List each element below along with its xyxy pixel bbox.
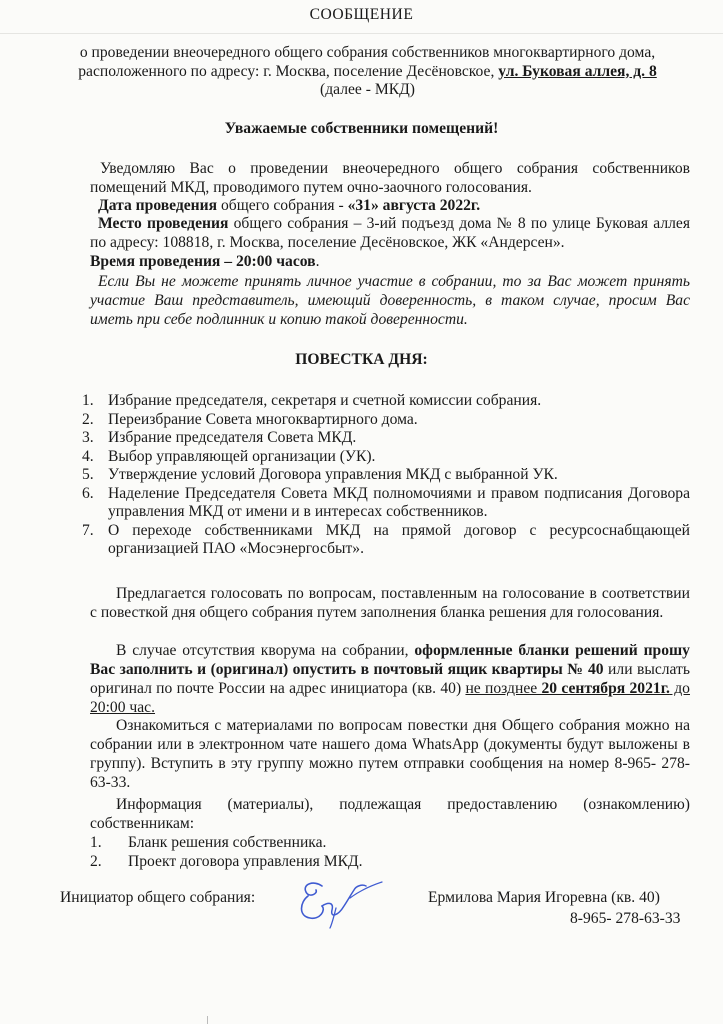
deadline-time: до 20:00 час. — [90, 680, 690, 716]
attachment-item — [90, 853, 690, 872]
agenda-item — [82, 429, 690, 448]
scan-artifact-line — [0, 33, 723, 34]
attachment-number: 1. — [90, 834, 102, 851]
agenda-item — [82, 392, 690, 411]
agenda-item-text: О переходе собственниками МКД на прямой договор с ресурсоснабщающей организацией ПАО «Мосэнергосбыт». — [108, 521, 690, 557]
agenda-item-text: Избрание председателя, секретаря и счетной комиссии собрания. — [108, 392, 542, 409]
proxy-note: Если Вы не можете принять личное участие в собрании, то за Вас может принять участие Ваш представитель, имеющий доверенность, в таком случае, просим Вас иметь при себе подлинник и копию такой доверенности. — [90, 273, 690, 328]
initiator-phone: 8-965- 278-63-33 — [570, 910, 681, 927]
subtitle-line-1: о проведении внеочередного общего собрания собственников многоквартирного дома, — [79, 44, 656, 61]
attachment-text: Бланк решения собственника. — [128, 834, 327, 851]
attachment-text: Проект договора управления МКД. — [128, 852, 363, 870]
agenda-item-number: 6. — [82, 484, 94, 502]
handwritten-signature — [292, 872, 390, 930]
info-line-1: Информация (материалы), подлежащая предоставлению (ознакомлению) — [116, 796, 690, 813]
agenda-item-number: 2. — [82, 410, 94, 428]
quorum-prefix: В случае отсутствия кворума на собрании, — [116, 642, 415, 659]
subtitle-address-prefix: расположенного по адресу: г. Москва, поселение Десёновское, — [78, 62, 499, 80]
deadline-prefix: не позднее — [465, 680, 542, 697]
meeting-date — [90, 197, 690, 216]
subtitle-line-3: (далее - МКД) — [320, 81, 415, 98]
quorum-bold: оформленные бланки решений прошу Вас заполнить и (оригинал) опустить в почтовый ящик квартиры № 40 — [90, 642, 690, 678]
agenda-item-number: 5. — [82, 466, 94, 483]
agenda-item-number: 7. — [82, 521, 94, 539]
agenda-item-number: 1. — [82, 392, 94, 409]
agenda-item-number: 4. — [82, 447, 94, 465]
agenda-item-text: Выбор управляющей организации (УК). — [108, 447, 376, 465]
date-label: Дата проведения — [98, 197, 218, 214]
time-end: . — [315, 253, 320, 270]
place-label: Место проведения — [98, 215, 229, 232]
agenda-item — [82, 466, 690, 485]
date-value: «31» августа 2022г. — [347, 197, 481, 214]
agenda-item-text: Утверждение условий Договора управления МКД с выбранной УК. — [108, 466, 558, 483]
agenda-item — [82, 411, 690, 430]
agenda-title: ПОВЕСТКА ДНЯ: — [295, 351, 428, 368]
document-title: СООБЩЕНИЕ — [309, 6, 414, 23]
date-text: общего собрания - — [217, 197, 348, 214]
quorum-mid: или выслать оригинал по почте России на адрес инициатора (кв. 40) — [90, 661, 690, 697]
info-line-2: собственникам: — [90, 815, 195, 832]
meeting-time — [90, 253, 690, 272]
greeting: Уважаемые собственники помещений! — [224, 120, 499, 137]
notification-body: Уведомляю Вас о проведении внеочередного общего собрания собственников помещений МКД, проводимого путем очно-заочного голосования. — [90, 160, 690, 196]
agenda-item — [82, 485, 690, 522]
attachments-list — [90, 834, 690, 871]
quorum-instruction — [90, 641, 690, 717]
agenda-item — [82, 522, 690, 559]
building-address: ул. Буковая аллея, д. 8 — [498, 62, 657, 80]
notification-text — [90, 160, 690, 197]
materials-text: Ознакомиться с материалами по вопросам повестки дня Общего собрания можно на собрании или в электронном чате нашего дома WhatsApp (документы будут выложены в группу). Вступить в эту группу можно путем отправки сообщения на номер 8-965- 278-63-33. — [90, 717, 690, 791]
initiator-name: Ермилова Мария Игоревна (кв. 40) — [428, 889, 660, 906]
agenda-item-text: Наделение Председателя Совета МКД полномочиями и правом подписания Договора управления МКД от имени и в интересах собственников. — [108, 484, 690, 520]
scan-mark — [207, 1016, 208, 1024]
deadline-date: 20 сентября 2021г. — [541, 680, 670, 697]
agenda-item-text: Переизбрание Совета многоквартирного дома. — [108, 410, 418, 428]
attachment-item — [90, 834, 690, 853]
attachment-number: 2. — [90, 852, 102, 870]
document-subtitle — [40, 44, 695, 100]
subtitle-line-2 — [40, 63, 695, 82]
agenda-item — [82, 448, 690, 467]
agenda-item-text: Избрание председателя Совета МКД. — [108, 429, 357, 446]
meeting-place — [90, 215, 690, 252]
agenda-list — [82, 392, 690, 559]
voting-proposal: Предлагается голосовать по вопросам, поставленным на голосование в соответствии с повесткой дня общего собрания путем заполнения бланка решения для голосования. — [90, 585, 690, 621]
time-label: Время проведения – 20:00 часов — [90, 253, 316, 270]
agenda-item-number: 3. — [82, 429, 94, 446]
initiator-label: Инициатор общего собрания: — [60, 889, 256, 906]
place-text: общего собрания – 3-ий подъезд дома № 8 по улице Буковая аллея по адресу: 108818, г. Москва, поселение Десёновское, ЖК «Андерсен». — [90, 215, 690, 251]
